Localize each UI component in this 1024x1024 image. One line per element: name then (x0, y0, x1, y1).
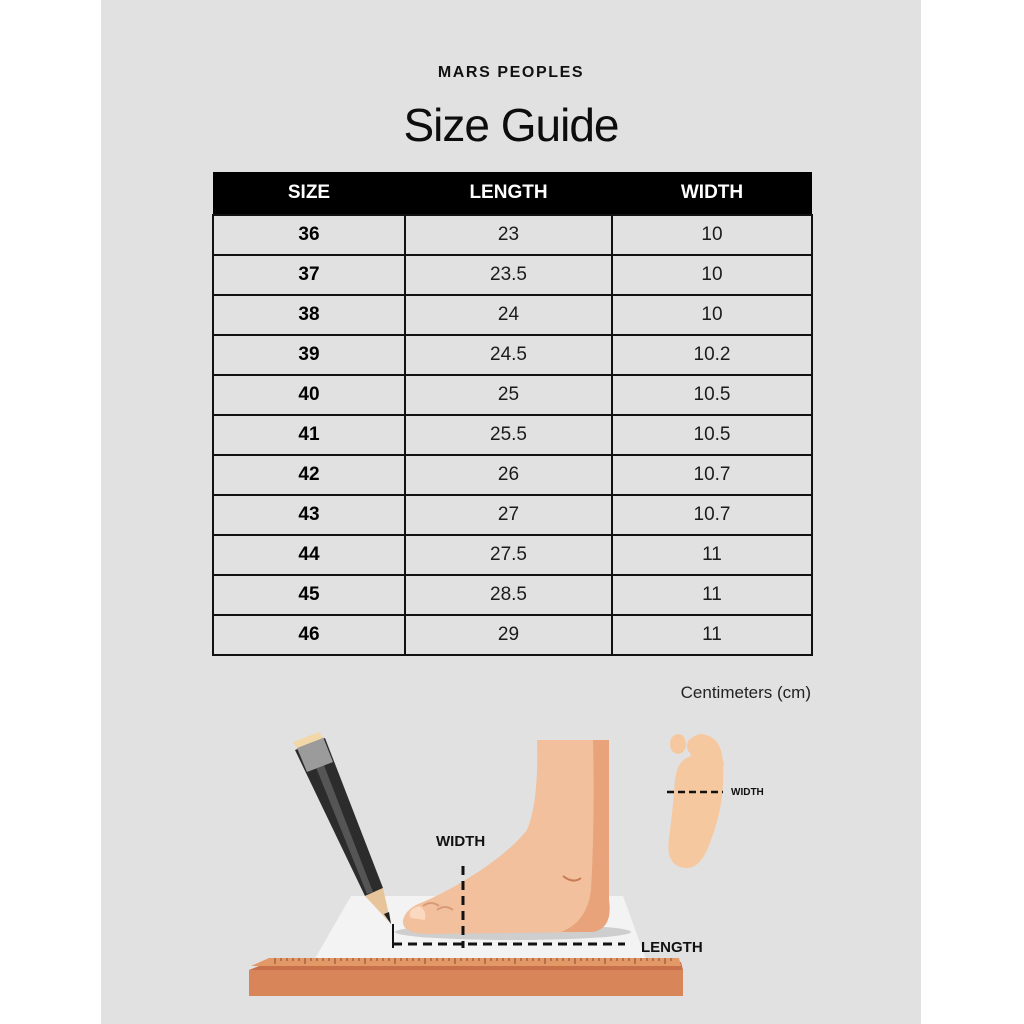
table-row (213, 535, 812, 575)
size-cell: 42 (213, 455, 405, 495)
table-header-row (213, 172, 812, 215)
table-row (213, 455, 812, 495)
width-cell: 10 (612, 255, 812, 295)
size-cell: 37 (213, 255, 405, 295)
foot-side-icon (395, 740, 631, 940)
width-cell: 10.5 (612, 415, 812, 455)
width-cell: 10 (612, 215, 812, 255)
width-label: WIDTH (436, 833, 486, 850)
table-row (213, 375, 812, 415)
size-guide-card (101, 0, 921, 1024)
length-cell: 23.5 (405, 255, 612, 295)
header-length: LENGTH (405, 172, 612, 215)
page-title: Size Guide (403, 99, 619, 151)
measuring-illustration (101, 700, 921, 1024)
width-cell: 10.2 (612, 335, 812, 375)
width-cell: 10 (612, 295, 812, 335)
ruler-icon (249, 958, 683, 996)
size-cell: 36 (213, 215, 405, 255)
size-cell: 44 (213, 535, 405, 575)
length-cell: 25 (405, 375, 612, 415)
unit-note: Centimeters (cm) (680, 683, 811, 702)
width-cell: 11 (612, 615, 812, 655)
brand-name: MARS PEOPLES (437, 64, 585, 81)
table-row (213, 335, 812, 375)
header-size: SIZE (213, 172, 405, 215)
sole-width-label: WIDTH (731, 787, 764, 798)
length-cell: 26 (405, 455, 612, 495)
length-cell: 24 (405, 295, 612, 335)
size-table (212, 172, 813, 656)
length-cell: 25.5 (405, 415, 612, 455)
size-cell: 46 (213, 615, 405, 655)
table-row (213, 575, 812, 615)
size-cell: 40 (213, 375, 405, 415)
table-row (213, 495, 812, 535)
foot-sole-icon (667, 734, 724, 868)
size-cell: 43 (213, 495, 405, 535)
length-cell: 28.5 (405, 575, 612, 615)
size-cell: 41 (213, 415, 405, 455)
length-cell: 27 (405, 495, 612, 535)
table-row (213, 615, 812, 655)
size-cell: 45 (213, 575, 405, 615)
table-row (213, 415, 812, 455)
width-cell: 11 (612, 575, 812, 615)
size-cell: 38 (213, 295, 405, 335)
width-cell: 11 (612, 535, 812, 575)
pencil-icon (293, 732, 391, 924)
size-cell: 39 (213, 335, 405, 375)
width-cell: 10.5 (612, 375, 812, 415)
length-cell: 29 (405, 615, 612, 655)
table-row (213, 215, 812, 255)
length-cell: 23 (405, 215, 612, 255)
header-width: WIDTH (612, 172, 812, 215)
width-cell: 10.7 (612, 455, 812, 495)
table-row (213, 255, 812, 295)
width-cell: 10.7 (612, 495, 812, 535)
length-cell: 24.5 (405, 335, 612, 375)
table-row (213, 295, 812, 335)
length-label: LENGTH (641, 939, 703, 956)
length-cell: 27.5 (405, 535, 612, 575)
